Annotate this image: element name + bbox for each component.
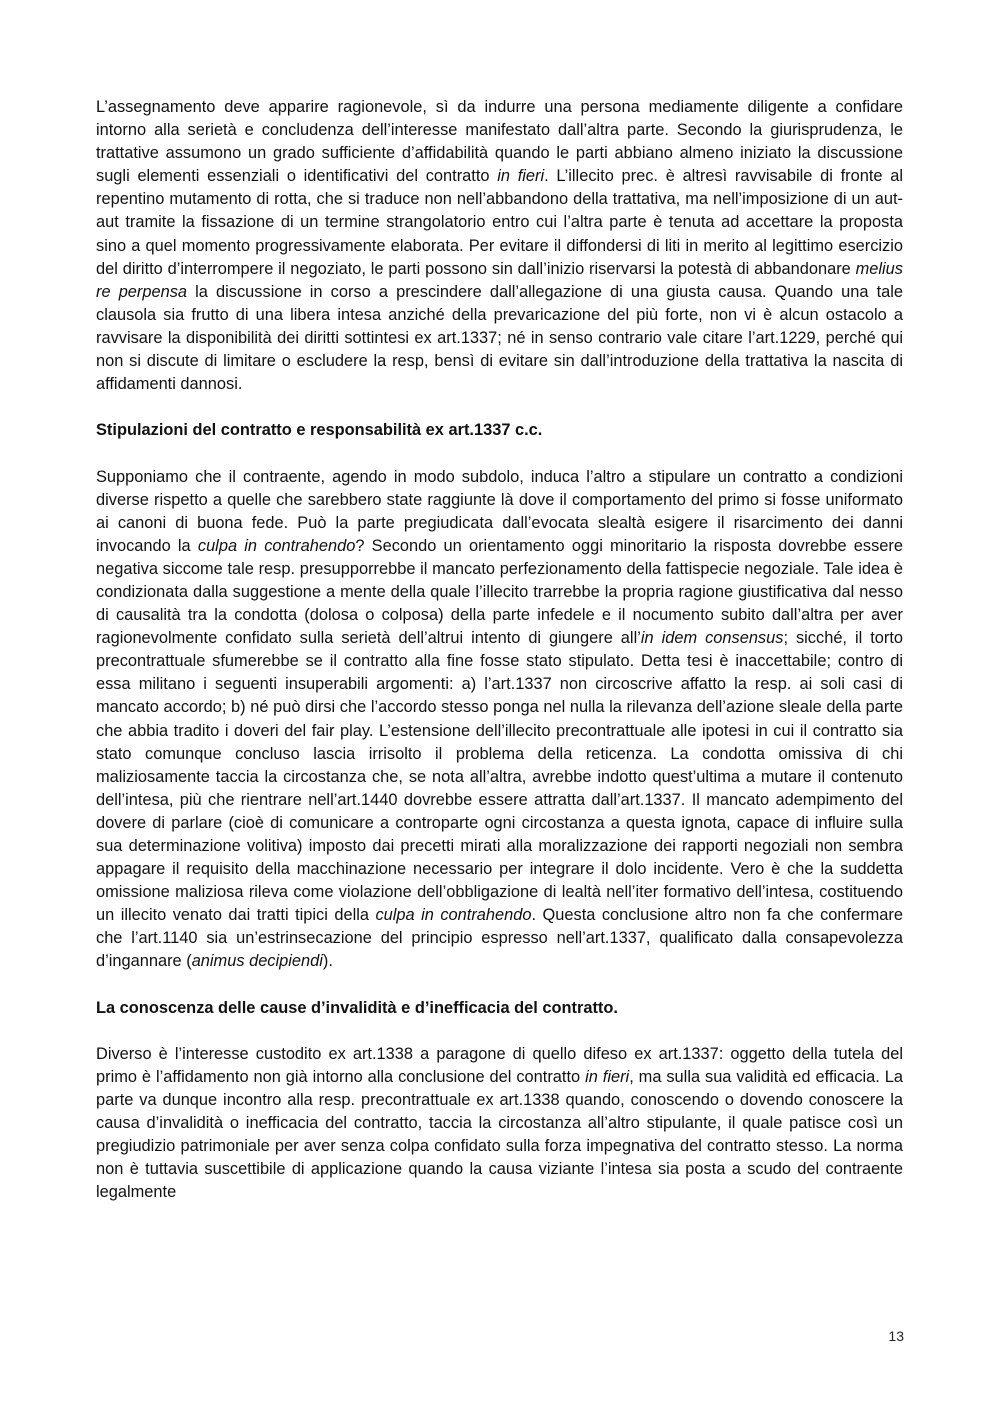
italic-term: in fieri [497,167,545,186]
paragraph-2: Supponiamo che il contraente, agendo in modo subdolo, induca l’altro a stipulare un contratto a condizioni diverse rispetto a quelle che sarebbero state raggiunte là dove il comportamento del primo si fosse uniformato ai canoni di buona fede. Può la parte pregiudicata dall’evocata slealtà esigere il risarcimento dei danni invocando la culpa in contrahendo? Secondo un orientamento oggi minoritario la risposta dovrebbe essere negativa siccome tale resp. presupporrebbe il mancato perfezionamento della fattispecie negoziale. Tale idea è condizionata dalla suggestione a mente della quale l’illecito trarrebbe la propria ragione giustificativa dal nesso di causalità tra la condotta (dolosa o colposa) della parte infedele e il nocumento subito dall’altra per aver ragionevolmente confidato sulla serietà dell’altrui intento di giungere all’in idem consensus; sicché, il torto precontrattuale sfumerebbe se il contratto alla fine fosse stato stipulato. Detta tesi è inaccettabile; contro di essa militano i seguenti insuperabili argomenti: a) l’art.1337 non circoscrive affatto la resp. ai soli casi di mancato accordo; b) né può dirsi che l’accordo stesso ponga nel nulla la rilevanza dell’azione sleale della parte che abbia tradito i doveri del fair play. L’estensione dell’illecito precontrattuale alle ipotesi in cui il contratto sia stato comunque concluso lascia irrisolto il problema della reticenza. La condotta omissiva di chi maliziosamente taccia la circostanza che, se nota all’altra, avrebbe indotto quest’ultima a mutare il contenuto dell’intesa, più che rientrare nell’art.1440 dovrebbe essere attratta dall’art.1337. Il mancato adempimento del dovere di parlare (cioè di comunicare a controparte ogni circostanza a questa ignota, capace di influire sulla sua determinazione volitiva) imposto dai precetti mirati alla moralizzazione dei rapporti negoziali non sembra appagare il requisito della macchinazione necessario per integrare il dolo incidente. Vero è che la suddetta omissione maliziosa rileva come violazione dell’obbligazione di lealtà nell’iter formativo dell’intesa, costituendo un illecito venato dai tratti tipici della culpa in contrahendo. Questa conclusione altro non fa che confermare che l’art.1140 sia un’estrinsecazione del principio espresso nell’art.1337, qualificato dalla consapevolezza d’ingannare (animus decipiendi). [96,467,904,971]
section-heading-2: La conoscenza delle cause d’invalidità e d’inefficacia del contratto. [96,998,618,1017]
document-body [96,96,903,1205]
paragraph-1: L’assegnamento deve apparire ragionevole, sì da indurre una persona mediamente diligente a confidare intorno alla serietà e concludenza dell’interesse manifestato dall’altra parte. Secondo la giurisprudenza, le trattative assumono un grado sufficiente d’affidabilità quando le parti abbiano almeno iniziato la discussione sugli elementi essenziali o identificativi del contratto in fieri. L’illecito prec. è altresì ravvisabile di fronte al repentino mutamento di rotta, che si traduce non nell’abbandono della trattativa, ma nell’imposizione di un aut-aut tramite la fissazione di un termine strangolatorio entro cui l’altra parte è tenuta ad accettare la proposta sino a quel momento progressivamente elaborata. Per evitare il diffondersi di liti in merito al legittimo esercizio del diritto d’interrompere il negoziato, le parti possono sin dall’inizio riservarsi la potestà di abbandonare melius re perpensa la discussione in corso a prescindere dall’allegazione di una giusta causa. Quando una tale clausola sia frutto di una libera intesa anziché della prevaricazione del più forte, non vi è alcun ostacolo a ravvisare la disponibilità dei diritti sottintesi ex art.1337; né in senso contrario vale citare l’art.1229, perché qui non si discute di limitare o escludere la resp, bensì di evitare sin dall’introduzione della trattativa la nascita di affidamenti dannosi. [96,98,903,394]
paragraph-3: Diverso è l’interesse custodito ex art.1338 a paragone di quello difeso ex art.1337: oggetto della tutela del primo è l’affidamento non già intorno alla conclusione del contratto in fieri, ma sulla sua validità ed efficacia. La parte va dunque incontro alla resp. precontrattuale ex art.1338 quando, conoscendo o dovendo conoscere la causa d’invalidità o inefficacia del contratto, taccia la circostanza all’altro stipulante, il quale patisce così un pregiudizio patrimoniale per aver senza colpa confidato sulla forza impegnativa del contratto stesso. La norma non è tuttavia suscettibile di applicazione quando la causa viziante l’intesa sia posta a scudo del contraente legalmente [96,1044,904,1202]
section-heading-1: Stipulazioni del contratto e responsabilità ex art.1337 c.c. [96,421,543,440]
italic-term: culpa in contrahendo [197,536,356,555]
italic-term: in fieri [585,1067,630,1086]
page-number: 13 [888,1328,904,1344]
italic-term: culpa in contrahendo [375,906,532,925]
italic-term: melius re perpensa [96,259,903,301]
italic-term: animus decipiendi [191,952,323,971]
italic-term: in idem consensus [640,629,784,648]
